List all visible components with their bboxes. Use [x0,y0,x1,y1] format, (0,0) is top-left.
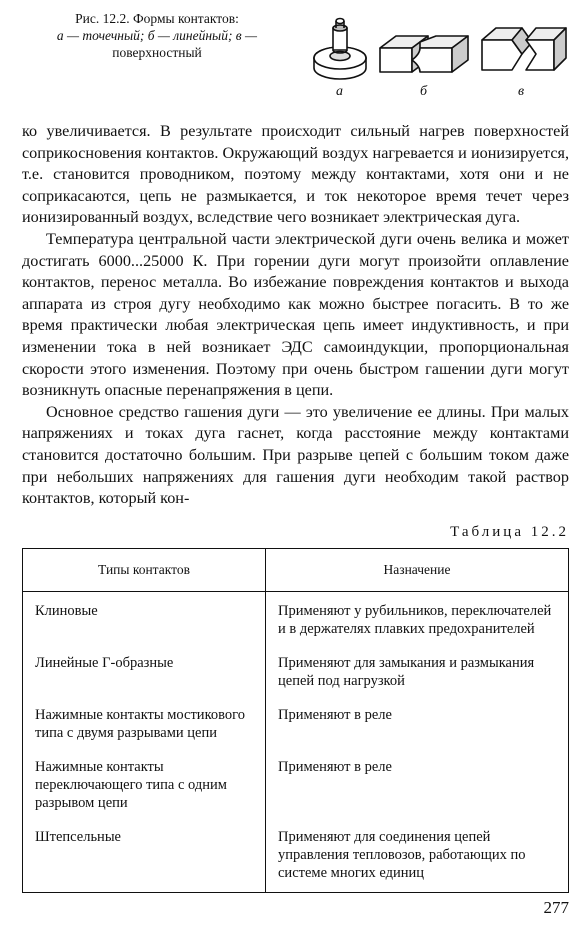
purpose-cell: Применяют для замыкания и размыкания цепей под нагрузкой [266,644,569,696]
contact-type-cell: Нажимные контакты переключающего типа с одним разрывом цепи [23,748,266,818]
page-number: 277 [543,898,569,917]
table-row [23,644,569,696]
contact-types-table [22,548,569,893]
line-contact-illustration [380,36,468,72]
paragraph-1: ко увеличивается. В результате происходит сильный нагрев поверхностей соприкосновения контактов. Окружающий воздух нагревается и ионизируется, т.е. становится проводником, поэтому между контактами, хотя они и не соприкасаются, цепь не размыкается, и ток некоторое время течет через ионизированный воздух, вследствие чего возникает электрическая дуга. [22,122,569,227]
contact-forms-figure [300,6,580,106]
purpose-cell: Применяют в реле [266,748,569,818]
table-title: Таблица 12.2 [450,524,569,540]
purpose-cell: Применяют для соединения цепей управления тепловозов, работающих по системе многих единиц [266,818,569,893]
figure-caption-title: Рис. 12.2. Формы контактов: [75,11,239,26]
table-row [23,696,569,748]
body-text [22,121,569,510]
purpose-cell: Применяют в реле [266,696,569,748]
table-row [23,592,569,645]
contact-type-cell: Нажимные контакты мостикового типа с двумя разрывами цепи [23,696,266,748]
header-contact-types: Типы контактов [23,549,266,592]
figure-label-a: а [336,84,343,99]
figure-label-c: в [518,84,525,99]
point-contact-illustration [314,19,366,80]
table-row [23,748,569,818]
figure-label-b: б [420,84,428,99]
surface-contact-illustration [482,28,566,70]
table-header-row [23,549,569,592]
figure-caption-line2: поверхностный [112,45,202,60]
contact-type-cell: Клиновые [23,592,266,645]
header-purpose: Назначение [266,549,569,592]
figure-caption-line1: а — точечный; б — линейный; в — [56,28,258,43]
table-row [23,818,569,893]
contact-type-cell: Линейные Г-образные [23,644,266,696]
purpose-cell: Применяют у рубильников, переключателей и в держателях плавких предохранителей [266,592,569,645]
paragraph-3: Основное средство гашения дуги — это увеличение ее длины. При малых напряжениях и токах дуга гаснет, когда расстояние между контактами становится достаточно большим. При разрыве цепей с большим током даже при небольших напряжениях для гашения дуги необходим такой раствор контактов, который кон- [22,402,569,508]
paragraph-2: Температура центральной части электрической дуги очень велика и может достигать 6000...25000 К. При горении дуги могут произойти оплавление контактов, перенос металла. Во избежание повреждения контактов и выхода аппарата из строя дугу необходимо как можно быстрее погасить. В то же время практически любая электрическая цепь имеет индуктивность, и при изменении тока в ней возникает ЭДС самоиндукции, пропорциональная скорости этого изменения. Поэтому при очень быстром гашении дуги могут возникнуть опасные перенапряжения в цепи. [22,229,569,400]
contact-type-cell: Штепсельные [23,818,266,893]
figure-caption [22,10,292,61]
